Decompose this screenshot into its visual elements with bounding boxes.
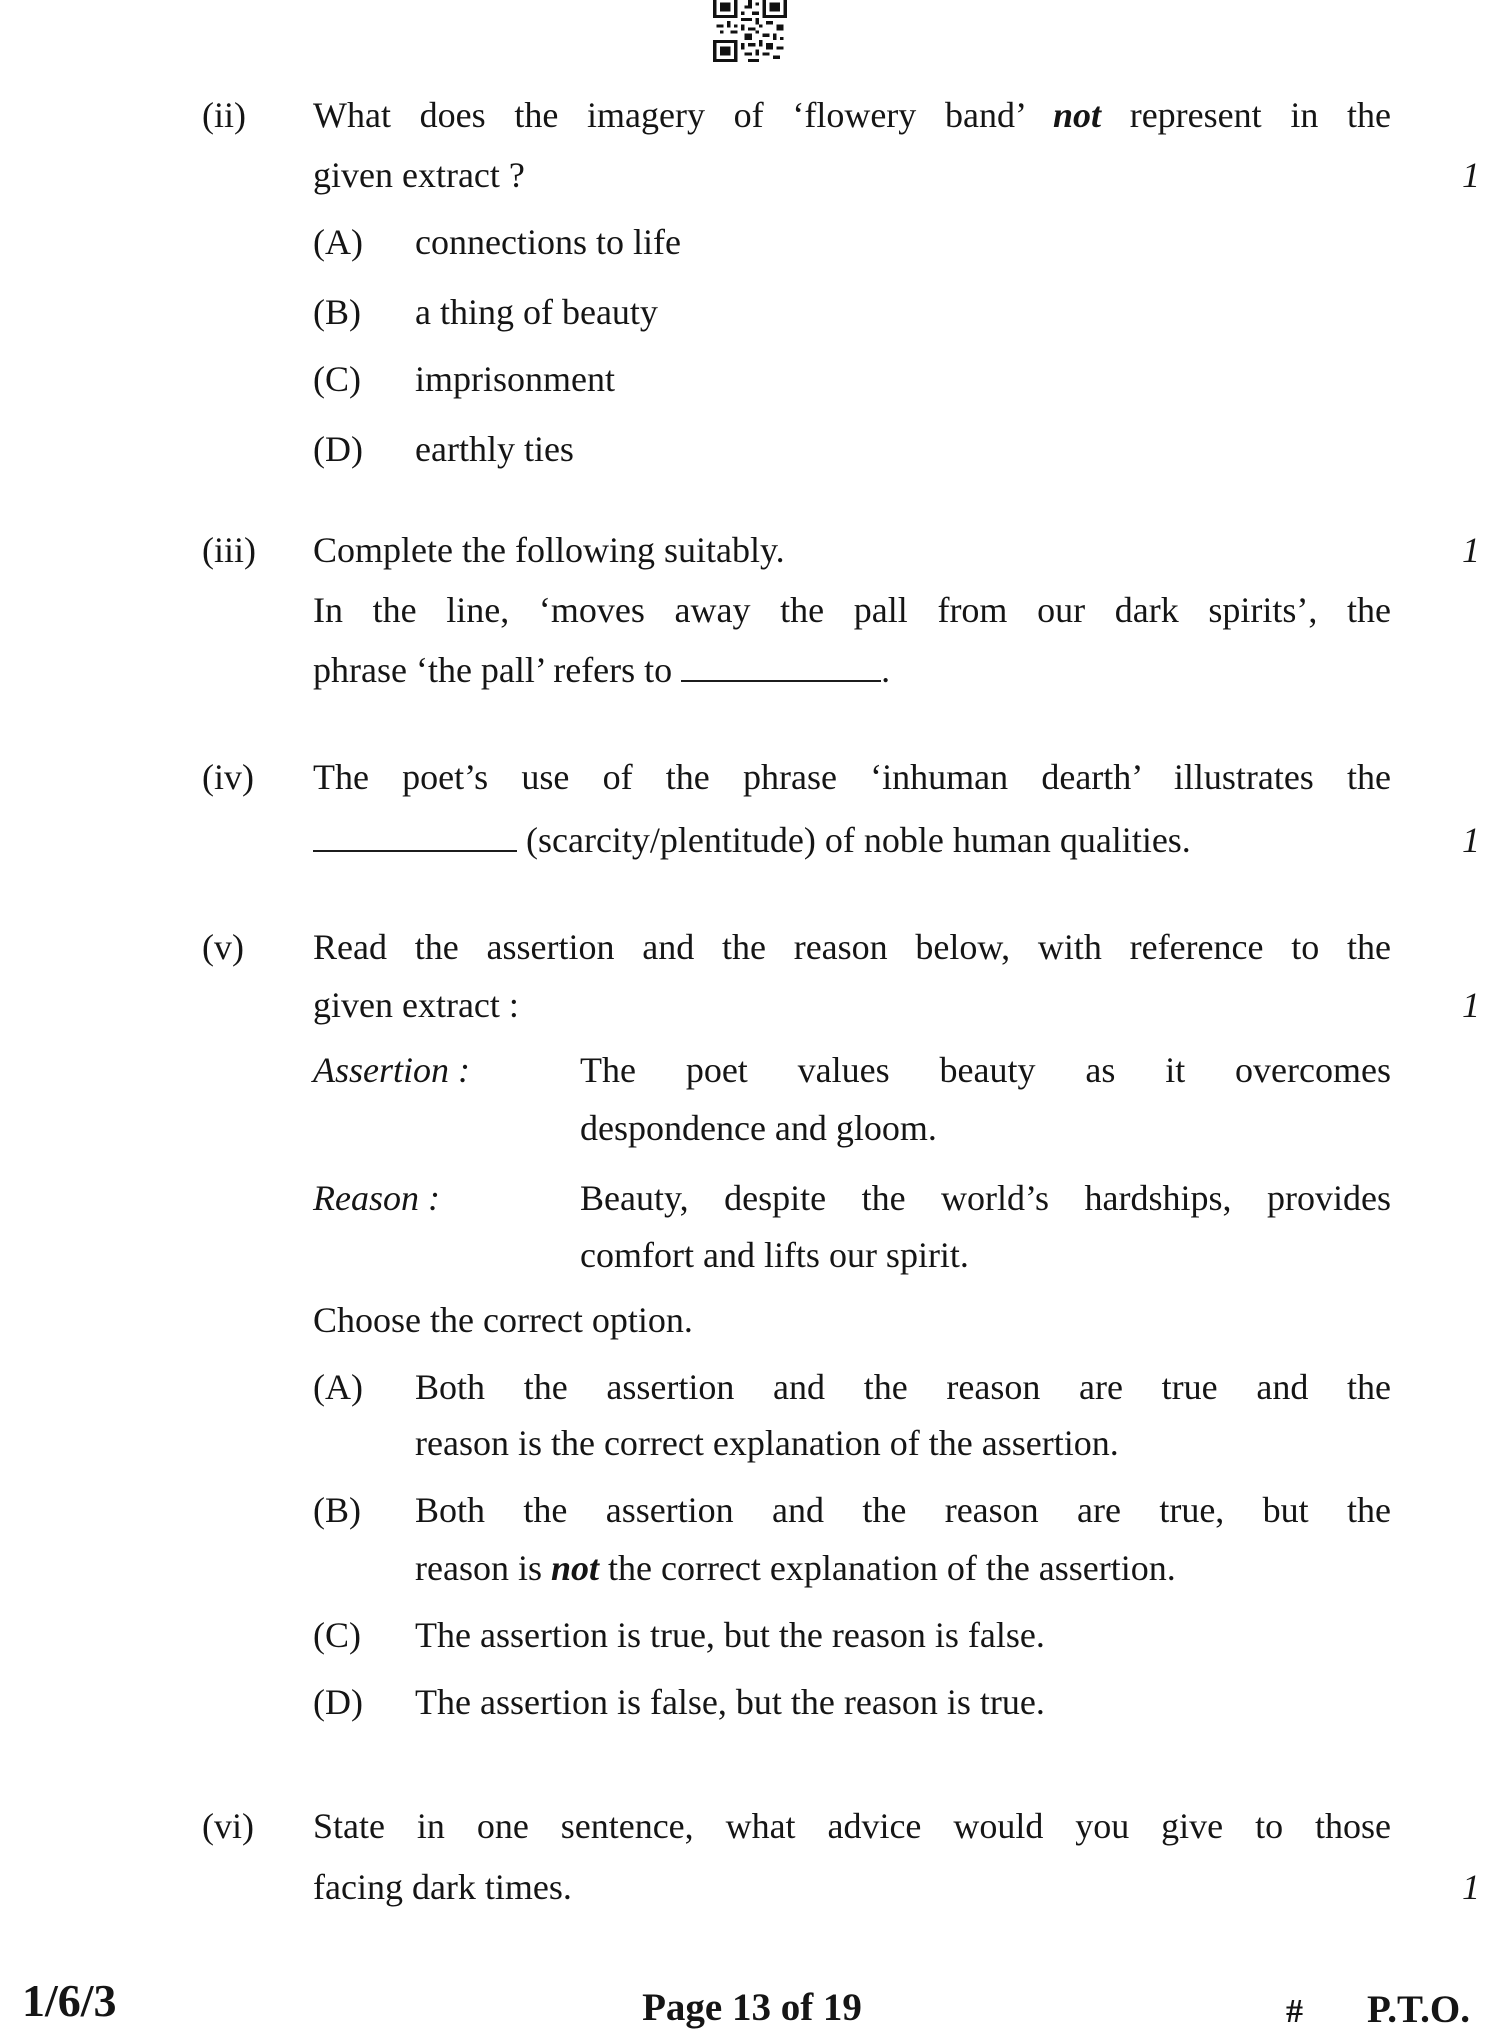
assertion-term: Assertion : [313,1050,470,1090]
reason-line-2: comfort and lifts our spirit. [580,1235,969,1275]
option-a-label: (A) [313,1367,363,1407]
qr-code-icon [713,0,787,62]
option-d-text: earthly ties [415,429,574,469]
question-ii-number: (ii) [202,95,246,135]
question-v-option-b-2 [313,1545,1391,1591]
option-c-text: imprisonment [415,359,615,399]
reason-term: Reason : [313,1178,440,1218]
option-d-label: (D) [313,429,363,469]
question-v-option-d [313,1679,1391,1725]
option-d-text: The assertion is false, but the reason is true. [415,1682,1045,1722]
question-iii-line-2: In the line, ‘moves away the pall from our dark spirits’, the [313,590,1391,630]
question-ii-option-b [313,289,1391,335]
question-v-number: (v) [202,927,244,967]
question-iii-line-3 [313,647,1391,693]
question-iv-line-2 [313,817,1391,863]
question-v-marks: 1 [1462,985,1480,1025]
reason-row [313,1175,1391,1221]
option-b-text-emphasis: not [550,1548,599,1588]
option-b-text: a thing of beauty [415,292,658,332]
option-a-line-1: Both the assertion and the reason are true and the [415,1367,1391,1407]
option-a-line-2: reason is the correct explanation of the assertion. [415,1423,1119,1463]
question-iv-marks: 1 [1462,820,1480,860]
question-ii-text-emphasis: not [1052,95,1102,135]
option-a-label: (A) [313,222,363,262]
question-iv-text-post: (scarcity/plentitude) of noble human qualities. [517,820,1191,860]
question-vi-marks: 1 [1462,1867,1480,1907]
option-a-text: connections to life [415,222,681,262]
question-v-option-a [313,1364,1391,1410]
question-iv-number: (iv) [202,757,254,797]
option-d-label: (D) [313,1682,363,1722]
option-b-line-2 [415,1545,1391,1591]
question-iv-line-1: The poet’s use of the phrase ‘inhuman dearth’ illustrates the [313,757,1391,797]
assertion-line-2: despondence and gloom. [580,1108,937,1148]
question-ii-option-a [313,219,1391,265]
question-ii-option-c [313,356,1391,402]
question-vi-number: (vi) [202,1806,254,1846]
question-iii-text-pre: phrase ‘the pall’ refers to [313,650,682,690]
reason-row-2 [313,1232,1391,1278]
question-ii-text-pre: What does the imagery of ‘flowery band’ [313,95,1053,135]
question-v-line-2: given extract : [313,985,519,1025]
option-c-label: (C) [313,359,361,399]
pto-label: P.T.O. [1367,1988,1470,2031]
question-vi-line-2: facing dark times. [313,1867,572,1907]
question-v-line-1: Read the assertion and the reason below, with reference to the [313,927,1391,967]
question-v-option-c [313,1612,1391,1658]
assertion-row-2 [313,1105,1391,1151]
question-ii-text-post: represent in the [1101,95,1392,135]
choose-option-instruction: Choose the correct option. [313,1300,693,1340]
option-b-label: (B) [313,1490,361,1530]
option-c-text: The assertion is true, but the reason is false. [415,1615,1045,1655]
paper-code: 1/6/3 [22,1975,117,2026]
reason-line-1: Beauty, despite the world’s hardships, provides [580,1178,1391,1218]
question-ii-line-1 [313,92,1391,138]
option-b-text-pre: reason is [415,1548,551,1588]
question-vi-line-1: State in one sentence, what advice would you give to those [313,1806,1391,1846]
option-b-text-post: the correct explanation of the assertion. [599,1548,1176,1588]
hash-mark: # [1286,1993,1303,2030]
assertion-line-1: The poet values beauty as it overcomes [580,1050,1391,1090]
question-v-option-b [313,1487,1391,1533]
question-iii-number: (iii) [202,530,256,570]
option-c-label: (C) [313,1615,361,1655]
option-b-label: (B) [313,292,361,332]
question-ii-marks: 1 [1462,155,1480,195]
page-number: Page 13 of 19 [642,1986,862,2029]
fill-in-blank [313,820,517,852]
question-ii-line-2: given extract ? [313,155,525,195]
fill-in-blank [681,650,881,682]
question-v-option-a-2 [313,1420,1391,1466]
question-iii-marks: 1 [1462,530,1480,570]
question-iii-line-1: Complete the following suitably. [313,530,785,570]
option-b-line-1: Both the assertion and the reason are true, but the [415,1490,1391,1530]
question-iii-text-post: . [881,650,891,690]
question-ii-option-d [313,426,1391,472]
assertion-row [313,1047,1391,1093]
